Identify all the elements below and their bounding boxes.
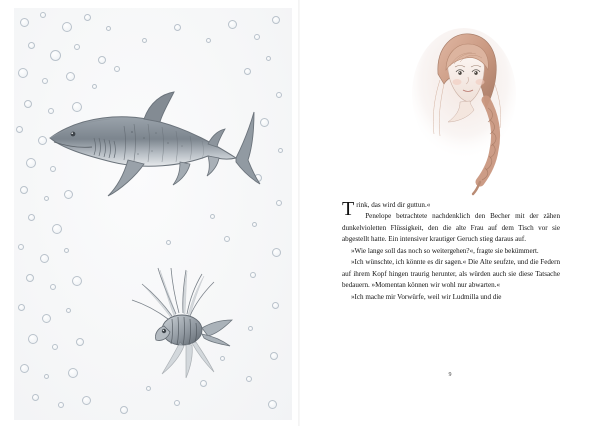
- paragraph-5: »Ich mache mir Vorwürfe, weil wir Ludmilla und die: [351, 292, 502, 301]
- paragraph-4: »Ich wünschte, ich könnte es dir sagen.« Die Alte seufzte, und die Federn auf ihrem Kopf hingen traurig herunter, als würden auch sie diese Tatsache bedauern. »Momentan können wir wohl nur abwarten.«: [342, 258, 560, 290]
- right-page: [300, 0, 600, 426]
- body-text: [342, 200, 560, 303]
- lionfish-illustration: [118, 266, 248, 386]
- underwater-illustration: [14, 8, 292, 420]
- paragraph-3: »Wie lange soll das noch so weitergehen?«, fragte sie bekümmert.: [351, 246, 539, 255]
- tiger-shark-illustration: [32, 86, 262, 206]
- girl-portrait-illustration: [402, 22, 527, 197]
- paragraph-1-text: rink, das wird dir guttun.«: [356, 201, 431, 209]
- page-number: 9: [448, 372, 452, 378]
- drop-cap: T: [342, 198, 355, 220]
- paragraph-1: [342, 198, 560, 220]
- paragraph-2: Penelope betrachtete nachdenklich den Becher mit der zähen dunkelvioletten Flüssigkeit, den die alte Frau auf dem Tisch vor sie abgestellt hatte. Ein intensiver krautiger Geruch stieg daraus auf.: [342, 212, 560, 244]
